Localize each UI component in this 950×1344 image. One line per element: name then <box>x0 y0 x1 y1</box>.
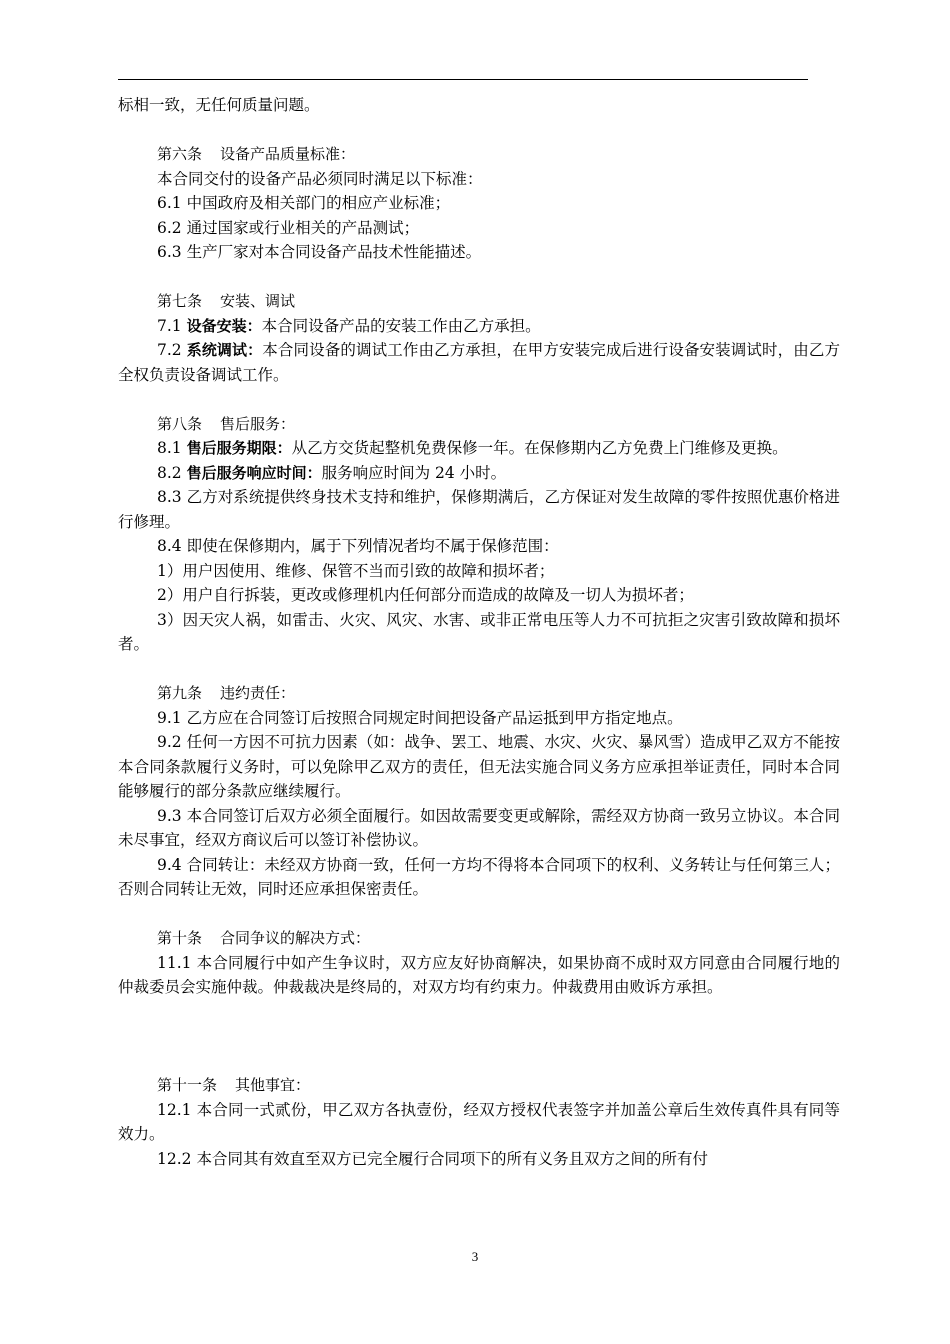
clause-term: 售后服务期限： <box>186 439 292 457</box>
intro-text: 标相一致，无任何质量问题。 <box>118 96 320 114</box>
article-8-title: 售后服务： <box>220 414 296 433</box>
clause-number: 8.2 <box>157 463 187 482</box>
clause-8-4: 8.4 即使在保修期内，属于下列情况者均不属于保修范围： <box>157 537 559 555</box>
article-10-heading <box>118 926 840 951</box>
article-7-title: 安装、调试 <box>220 292 296 310</box>
exclusion-item: 2）用户自行拆装，更改或修理机内任何部分而造成的故障及一切人为损坏者； <box>157 586 694 604</box>
clause-number: 8.1 <box>157 439 187 457</box>
clause-text: 从乙方交货起整机免费保修一年。在保修期内乙方免费上门维修及更换。 <box>291 439 788 457</box>
clause-7-1 <box>118 314 840 339</box>
clause-9-2: 9.2 任何一方因不可抗力因素（如：战争、罢工、地震、水灾、火灾、暴风雪）造成甲乙双方不能按本合同条款履行义务时，可以免除甲乙双方的责任，但无法实施合同义务方应承担举证责任，同时本合同能够履行的部分条款应继续履行。 <box>118 733 840 800</box>
article-9-number: 第九条 <box>157 684 203 702</box>
article-10-number: 第十条 <box>157 929 203 947</box>
article-6-line: 6.1 中国政府及相关部门的相应产业标准； <box>157 194 451 212</box>
article-10-title: 合同争议的解决方式： <box>220 929 371 947</box>
header-rule <box>118 79 808 80</box>
article-6-line: 本合同交付的设备产品必须同时满足以下标准： <box>157 169 483 188</box>
article-11-number: 第十一条 <box>157 1076 218 1094</box>
page-number: 3 <box>471 1249 479 1264</box>
clause-text: 本合同设备的调试工作由乙方承担，在甲方安装完成后进行设备安装调试时，由乙方全权负责设备调试工作。 <box>118 341 840 384</box>
article-8-heading <box>118 412 840 437</box>
clause-number: 7.1 <box>157 316 187 335</box>
article-9-heading <box>118 681 840 706</box>
clause-8-2 <box>118 461 840 486</box>
clause-term: 系统调试： <box>186 341 263 359</box>
clause-term: 设备安装： <box>186 316 262 335</box>
contract-body <box>118 93 840 1171</box>
exclusion-item: 3）因天灾人祸，如雷击、火灾、风灾、水害、或非正常电压等人力不可抗拒之灾害引致故障和损坏者。 <box>118 610 840 653</box>
article-6-line: 6.3 生产厂家对本合同设备产品技术性能描述。 <box>157 243 482 261</box>
exclusion-item: 1）用户因使用、维修、保管不当而引致的故障和损坏者； <box>157 561 555 580</box>
clause-8-1 <box>118 436 840 461</box>
clause-9-1: 9.1 乙方应在合同签订后按照合同规定时间把设备产品运抵到甲方指定地点。 <box>157 708 683 727</box>
clause-term: 售后服务响应时间： <box>186 463 322 482</box>
clause-12-2: 12.2 本合同其有效直至双方已完全履行合同项下的所有义务且双方之间的所有付 <box>157 1149 708 1168</box>
article-7-number: 第七条 <box>157 292 203 310</box>
clause-8-3: 8.3 乙方对系统提供终身技术支持和维护，保修期满后，乙方保证对发生故障的零件按照优惠价格进行修理。 <box>118 488 840 531</box>
clause-9-3: 9.3 本合同签订后双方必须全面履行。如因故需要变更或解除，需经双方协商一致另立协议。本合同未尽事宜，经双方商议后可以签订补偿协议。 <box>118 806 840 849</box>
article-8-number: 第八条 <box>157 414 203 433</box>
article-6-heading <box>118 142 840 167</box>
article-6-number: 第六条 <box>157 145 203 163</box>
clause-text: 服务响应时间为 24 小时。 <box>321 463 507 482</box>
clause-11-1: 11.1 本合同履行中如产生争议时，双方应友好协商解决，如果协商不成时双方同意由合同履行地的仲裁委员会实施仲裁。仲裁裁决是终局的，对双方均有约束力。仲裁费用由败诉方承担。 <box>118 953 840 996</box>
article-9-title: 违约责任： <box>220 684 296 702</box>
clause-text: 本合同设备产品的安装工作由乙方承担。 <box>261 316 541 335</box>
article-6-line: 6.2 通过国家或行业相关的产品测试； <box>157 218 420 237</box>
clause-number: 7.2 <box>157 341 187 359</box>
clause-9-4: 9.4 合同转让：未经双方协商一致，任何一方均不得将本合同项下的权利、义务转让与任何第三人；否则合同转让无效，同时还应承担保密责任。 <box>118 855 840 898</box>
article-11-title: 其他事宜： <box>235 1076 311 1094</box>
article-7-heading <box>118 289 840 314</box>
article-11-heading <box>118 1073 840 1098</box>
article-6-title: 设备产品质量标准： <box>220 145 356 163</box>
clause-12-1: 12.1 本合同一式贰份，甲乙双方各执壹份，经双方授权代表签字并加盖公章后生效传真件具有同等效力。 <box>118 1100 840 1143</box>
clause-7-2 <box>118 338 840 387</box>
